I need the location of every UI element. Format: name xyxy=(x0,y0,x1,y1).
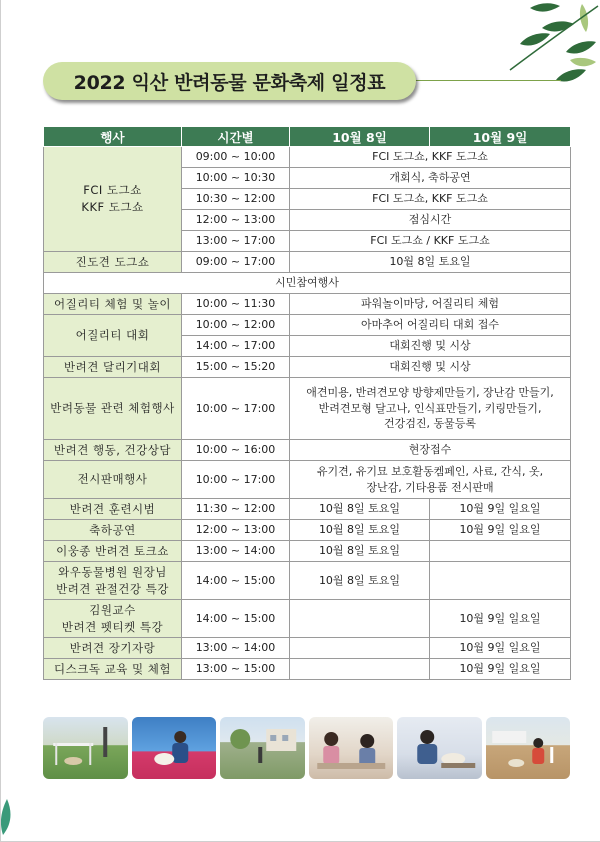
event-cell: 전시판매행사 xyxy=(44,461,182,499)
photo-festival-grounds xyxy=(220,717,305,779)
table-row xyxy=(44,562,571,600)
event-cell: 반려견 장기자랑 xyxy=(44,638,182,659)
oct8-cell xyxy=(290,600,430,638)
event-cell: 반려견 행동, 건강상담 xyxy=(44,440,182,461)
time-cell: 09:00 ~ 10:00 xyxy=(182,147,290,168)
oct9-cell: 10월 9일 일요일 xyxy=(430,520,571,541)
title-underline xyxy=(401,80,561,81)
oct9-cell: 10월 9일 일요일 xyxy=(430,499,571,520)
event-cell: FCI 도그쇼 KKF 도그쇼 xyxy=(44,147,182,252)
content-cell: 개회식, 축하공연 xyxy=(290,168,571,189)
event-cell: 진도견 도그쇼 xyxy=(44,252,182,273)
time-cell: 10:00 ~ 16:00 xyxy=(182,440,290,461)
table-row xyxy=(44,659,571,680)
event-cell: 어질리티 체험 및 놀이 xyxy=(44,294,182,315)
header-time: 시간별 xyxy=(182,127,290,147)
photo-dog-show xyxy=(132,717,217,779)
oct9-cell xyxy=(430,541,571,562)
oct8-cell xyxy=(290,659,430,680)
section-row xyxy=(44,273,571,294)
time-cell: 13:00 ~ 14:00 xyxy=(182,541,290,562)
table-row xyxy=(44,315,571,336)
time-cell: 11:30 ~ 12:00 xyxy=(182,499,290,520)
table-row xyxy=(44,541,571,562)
oct9-cell: 10월 9일 일요일 xyxy=(430,600,571,638)
table-row xyxy=(44,378,571,440)
time-cell: 14:00 ~ 15:00 xyxy=(182,562,290,600)
event-cell: 와우동물병원 원장님 반려견 관절건강 특강 xyxy=(44,562,182,600)
time-cell: 10:00 ~ 12:00 xyxy=(182,315,290,336)
content-cell: 유기견, 유기묘 보호활동켐페인, 사료, 간식, 옷, 장난감, 기타용품 전시판매 xyxy=(290,461,571,499)
event-cell: 반려견 달리기대회 xyxy=(44,357,182,378)
event-cell: 어질리티 대회 xyxy=(44,315,182,357)
content-cell: FCI 도그쇼 / KKF 도그쇼 xyxy=(290,231,571,252)
event-cell: 축하공연 xyxy=(44,520,182,541)
header-oct9: 10월 9일 xyxy=(430,127,571,147)
content-cell: 애견미용, 반려견모양 방향제만들기, 장난감 만들기, 반려견모형 달고나, 인식표만들기, 키링만들기, 건강검진, 동물등록 xyxy=(290,378,571,440)
oct8-cell: 10월 8일 토요일 xyxy=(290,520,430,541)
oct9-cell xyxy=(430,562,571,600)
table-row xyxy=(44,357,571,378)
content-cell: 대회진행 및 시상 xyxy=(290,357,571,378)
table-row xyxy=(44,294,571,315)
table-row xyxy=(44,461,571,499)
title-banner xyxy=(43,62,416,100)
header-event: 행사 xyxy=(44,127,182,147)
photo-strip xyxy=(43,717,570,779)
table-row xyxy=(44,252,571,273)
time-cell: 10:00 ~ 11:30 xyxy=(182,294,290,315)
photo-craft-workshop xyxy=(309,717,394,779)
table-row xyxy=(44,499,571,520)
table-row xyxy=(44,600,571,638)
time-cell: 10:30 ~ 12:00 xyxy=(182,189,290,210)
content-cell: FCI 도그쇼, KKF 도그쇼 xyxy=(290,189,571,210)
oct9-cell: 10월 9일 일요일 xyxy=(430,638,571,659)
table-row xyxy=(44,520,571,541)
time-cell: 09:00 ~ 17:00 xyxy=(182,252,290,273)
content-cell: 파워놀이마당, 어질리티 체험 xyxy=(290,294,571,315)
time-cell: 10:00 ~ 17:00 xyxy=(182,461,290,499)
oct8-cell xyxy=(290,638,430,659)
time-cell: 10:00 ~ 17:00 xyxy=(182,378,290,440)
event-cell: 이웅종 반려견 토크쇼 xyxy=(44,541,182,562)
oct8-cell: 10월 8일 토요일 xyxy=(290,499,430,520)
time-cell: 12:00 ~ 13:00 xyxy=(182,210,290,231)
time-cell: 14:00 ~ 15:00 xyxy=(182,600,290,638)
leaves-decoration-icon xyxy=(470,0,600,110)
content-cell: 점심시간 xyxy=(290,210,571,231)
photo-dog-agility xyxy=(43,717,128,779)
event-cell: 디스크독 교육 및 체험 xyxy=(44,659,182,680)
time-cell: 14:00 ~ 17:00 xyxy=(182,336,290,357)
oct9-cell: 10월 9일 일요일 xyxy=(430,659,571,680)
oct8-cell: 10월 8일 토요일 xyxy=(290,562,430,600)
small-leaf-icon xyxy=(1,795,19,835)
header-oct8: 10월 8일 xyxy=(290,127,430,147)
content-cell: 아마추어 어질리티 대회 접수 xyxy=(290,315,571,336)
time-cell: 13:00 ~ 15:00 xyxy=(182,659,290,680)
table-row xyxy=(44,440,571,461)
oct8-cell: 10월 8일 토요일 xyxy=(290,541,430,562)
event-cell: 김원교수 반려견 펫티켓 특강 xyxy=(44,600,182,638)
event-cell: 반려견 훈련시범 xyxy=(44,499,182,520)
table-row xyxy=(44,638,571,659)
content-cell: FCI 도그쇼, KKF 도그쇼 xyxy=(290,147,571,168)
photo-vet-consultation xyxy=(397,717,482,779)
content-cell: 현장접수 xyxy=(290,440,571,461)
page-title: 2022 익산 반려동물 문화축제 일정표 xyxy=(73,71,386,94)
photo-outdoor-training xyxy=(486,717,571,779)
schedule-table xyxy=(43,126,571,680)
time-cell: 13:00 ~ 14:00 xyxy=(182,638,290,659)
time-cell: 13:00 ~ 17:00 xyxy=(182,231,290,252)
table-header-row xyxy=(44,127,571,147)
table-row xyxy=(44,147,571,168)
content-cell: 대회진행 및 시상 xyxy=(290,336,571,357)
event-cell: 반려동물 관련 체험행사 xyxy=(44,378,182,440)
content-cell: 10월 8일 토요일 xyxy=(290,252,571,273)
time-cell: 15:00 ~ 15:20 xyxy=(182,357,290,378)
section-title: 시민참여행사 xyxy=(44,273,571,294)
time-cell: 10:00 ~ 10:30 xyxy=(182,168,290,189)
time-cell: 12:00 ~ 13:00 xyxy=(182,520,290,541)
